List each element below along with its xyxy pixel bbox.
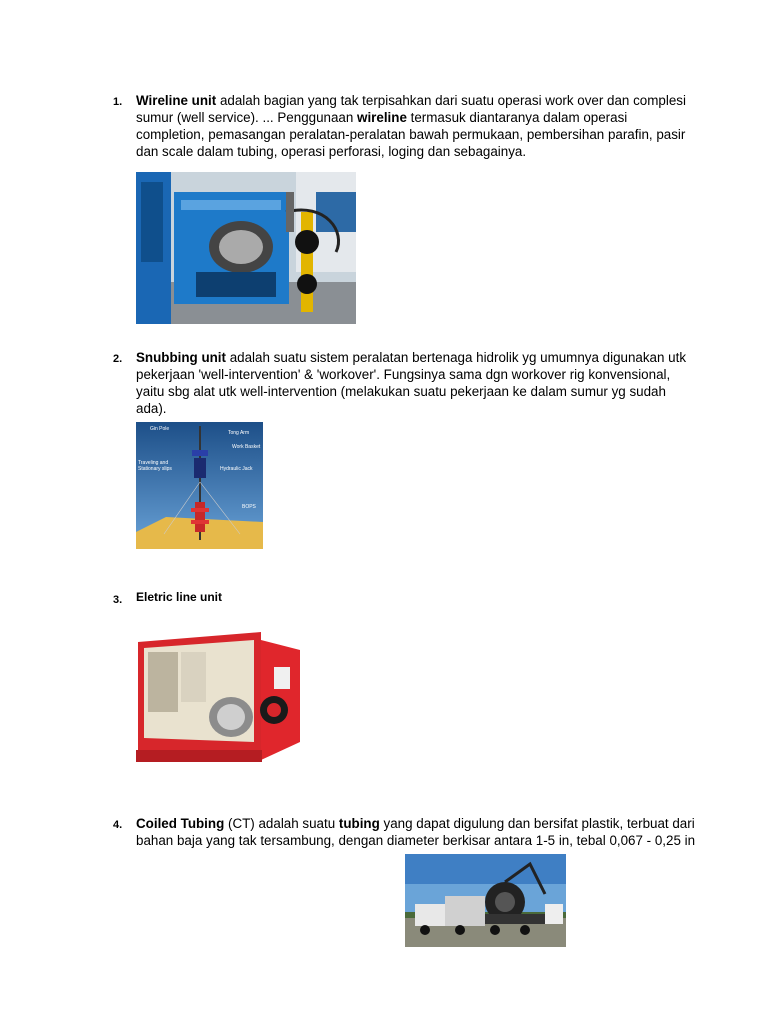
item-1-text-b: termasuk diantaranya dalam operasi completion, pemasangan peralatan-peralatan bawah permukaan, pembersihan parafin, pasir dan scale dalam tubing, operasi perforasi, loging dan sebagainya. (136, 110, 686, 159)
label-slips-1: Traveling and (138, 460, 169, 466)
item-1-paragraph (136, 92, 696, 160)
item-2-number: 2. (113, 353, 123, 365)
label-bops: BOPS (242, 504, 256, 510)
item-4-text-a: (CT) adalah suatu (224, 816, 339, 831)
item-3-number: 3. (113, 594, 123, 606)
item-1-text-a: adalah bagian yang tak terpisahkan dari suatu operasi work over dan complesi sumur (well service). ... Penggunaan (136, 93, 686, 125)
item-4-text-b: yang dapat digulung dan bersifat plastik, terbuat dari bahan baja yang tak tersambung, dengan diameter berkisar antara 1-5 in, tebal 0,067 - 0,25 in (136, 816, 696, 848)
item-4-term: Coiled Tubing (136, 816, 225, 831)
electric-line-unit-photo (136, 622, 302, 765)
wireline-unit-photo (136, 172, 356, 324)
item-1-number: 1. (113, 96, 123, 108)
item-3-title: Eletric line unit (136, 590, 223, 604)
item-1-term2: wireline (357, 110, 407, 125)
label-tong-arm: Tong Arm (228, 430, 250, 436)
item-2-term: Snubbing unit (136, 350, 226, 365)
coiled-tubing-truck-photo (405, 854, 566, 947)
item-4-term2: tubing (338, 816, 380, 831)
item-4-paragraph (136, 815, 696, 849)
item-1-term: Wireline unit (136, 93, 217, 108)
snubbing-unit-diagram (136, 422, 263, 549)
item-2-text-a: adalah suatu sistem peralatan bertenaga hidrolik yg umumnya digunakan utk pekerjaan 'well-intervention' & 'workover'. Fungsinya sama dgn workover rig konvensional, yaitu sbg alat utk well-intervention (melakukan suatu pekerjaan ke dalam sumur yg sudah ada). (136, 350, 687, 416)
label-gin-pole: Gin Pole (150, 426, 170, 432)
label-slips-2: Stationary slips (138, 466, 172, 472)
item-2-paragraph (136, 349, 696, 417)
label-hydraulic-jack: Hydraulic Jack (220, 466, 253, 472)
item-4-number: 4. (113, 819, 123, 831)
label-work-basket: Work Basket (232, 444, 261, 450)
